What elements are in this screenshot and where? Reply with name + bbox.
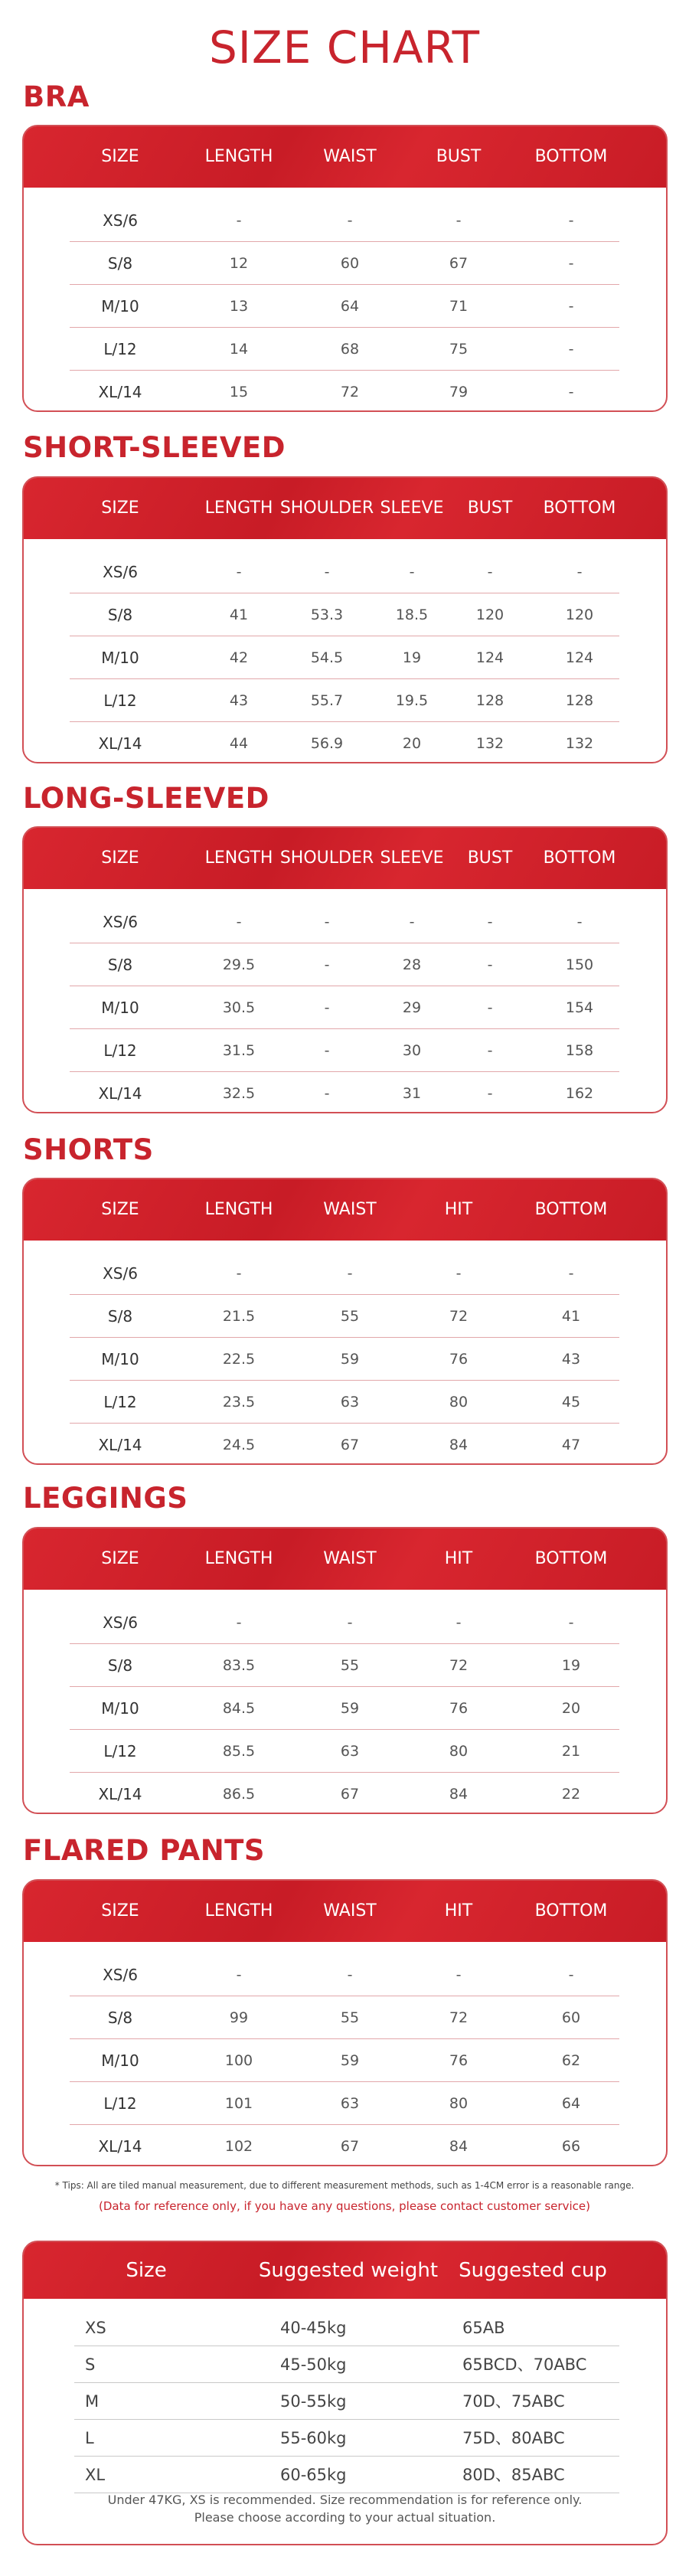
rec-cup: 65BCD、70ABC bbox=[462, 2355, 587, 2374]
table-cell: 84 bbox=[449, 1437, 469, 1453]
table-row bbox=[70, 1029, 619, 1072]
section-title-flared-pants: FLARED PANTS bbox=[23, 1834, 266, 1867]
size-label: S/8 bbox=[107, 1307, 133, 1326]
table-cell: 20 bbox=[561, 1700, 581, 1717]
header-cell-size: SIZE bbox=[101, 1200, 139, 1219]
header-cell-hit: HIT bbox=[444, 1200, 473, 1219]
table-cell: 67 bbox=[449, 255, 469, 272]
table-cell: 101 bbox=[224, 2095, 253, 2112]
table-cell: 84 bbox=[449, 2138, 469, 2155]
table-cell: 76 bbox=[449, 1351, 469, 1368]
table-cell: 162 bbox=[565, 1085, 594, 1102]
table-row bbox=[70, 1072, 619, 1113]
recommendation-row bbox=[74, 2310, 619, 2346]
table-header bbox=[24, 126, 666, 188]
table-cell: 75 bbox=[449, 341, 469, 358]
table-cell: - bbox=[456, 1966, 462, 1983]
table-header bbox=[24, 828, 666, 889]
table-cell: 43 bbox=[561, 1351, 581, 1368]
table-cell: 54.5 bbox=[310, 649, 344, 666]
header-cell-bust: BUST bbox=[467, 848, 513, 868]
header-cell-size: SIZE bbox=[101, 1901, 139, 1921]
size-label: L/12 bbox=[103, 2094, 137, 2113]
table-cell: - bbox=[347, 1966, 353, 1983]
header-cell-length: LENGTH bbox=[204, 499, 273, 518]
table-cell: 30.5 bbox=[222, 999, 256, 1016]
header-cell-sleeve: SLEEVE bbox=[380, 499, 444, 518]
size-table-shorts bbox=[22, 1178, 668, 1465]
table-cell: 47 bbox=[561, 1437, 581, 1453]
header-cell-shoulder: SHOULDER bbox=[279, 848, 374, 868]
rec-header-weight: Suggested weight bbox=[258, 2259, 439, 2282]
table-cell: - bbox=[324, 999, 330, 1016]
table-cell: - bbox=[568, 1614, 574, 1631]
table-row bbox=[70, 1252, 619, 1295]
recommendation-row bbox=[74, 2346, 619, 2383]
size-table-short-sleeved bbox=[22, 476, 668, 763]
size-label: M/10 bbox=[101, 999, 139, 1017]
table-cell: - bbox=[568, 298, 574, 315]
rec-cup: 70D、75ABC bbox=[462, 2392, 565, 2411]
table-cell: 132 bbox=[475, 735, 505, 752]
table-cell: 55 bbox=[340, 1308, 360, 1325]
size-label: L/12 bbox=[103, 1041, 137, 1060]
table-cell: 71 bbox=[449, 298, 469, 315]
table-cell: - bbox=[324, 1042, 330, 1059]
table-cell: 80 bbox=[449, 1743, 469, 1760]
table-cell: 76 bbox=[449, 1700, 469, 1717]
table-cell: 150 bbox=[565, 956, 594, 973]
section-title-shorts: SHORTS bbox=[23, 1133, 154, 1166]
table-cell: - bbox=[409, 564, 415, 580]
size-label: S/8 bbox=[107, 254, 133, 273]
table-cell: 102 bbox=[224, 2138, 253, 2155]
table-cell: - bbox=[324, 956, 330, 973]
header-cell-length: LENGTH bbox=[204, 1200, 273, 1219]
table-cell: 72 bbox=[449, 1657, 469, 1674]
rec-cup: 75D、80ABC bbox=[462, 2429, 565, 2447]
table-cell: - bbox=[487, 914, 493, 930]
header-cell-hit: HIT bbox=[444, 1549, 473, 1568]
table-cell: 158 bbox=[565, 1042, 594, 1059]
header-cell-size: SIZE bbox=[101, 848, 139, 868]
size-label: S/8 bbox=[107, 2009, 133, 2027]
table-header bbox=[24, 1528, 666, 1590]
table-cell: 63 bbox=[340, 2095, 360, 2112]
table-cell: - bbox=[347, 1614, 353, 1631]
table-cell: - bbox=[236, 1966, 242, 1983]
table-cell: 124 bbox=[565, 649, 594, 666]
table-cell: 84.5 bbox=[222, 1700, 256, 1717]
table-cell: 79 bbox=[449, 384, 469, 400]
table-row bbox=[70, 2082, 619, 2125]
header-cell-length: LENGTH bbox=[204, 1901, 273, 1921]
table-cell: 99 bbox=[229, 2009, 249, 2026]
table-cell: - bbox=[324, 1085, 330, 1102]
table-cell: 19 bbox=[561, 1657, 581, 1674]
table-cell: 100 bbox=[224, 2052, 253, 2069]
table-cell: 85.5 bbox=[222, 1743, 256, 1760]
table-row bbox=[70, 1601, 619, 1644]
table-cell: 128 bbox=[475, 692, 505, 709]
header-cell-size: SIZE bbox=[101, 147, 139, 166]
header-cell-length: LENGTH bbox=[204, 147, 273, 166]
table-cell: - bbox=[487, 999, 493, 1016]
table-cell: 62 bbox=[561, 2052, 581, 2069]
header-cell-bust: BUST bbox=[436, 147, 482, 166]
table-cell: 60 bbox=[340, 255, 360, 272]
table-cell: 31 bbox=[402, 1085, 422, 1102]
page-title: SIZE CHART bbox=[208, 21, 481, 74]
table-row bbox=[70, 1996, 619, 2039]
table-cell: 21 bbox=[561, 1743, 581, 1760]
table-cell: - bbox=[236, 212, 242, 229]
rec-cup: 65AB bbox=[462, 2319, 505, 2337]
table-row bbox=[70, 1424, 619, 1465]
table-cell: 128 bbox=[565, 692, 594, 709]
header-cell-bottom: BOTTOM bbox=[534, 1200, 608, 1219]
table-cell: 55.7 bbox=[310, 692, 344, 709]
table-cell: 124 bbox=[475, 649, 505, 666]
table-row bbox=[70, 328, 619, 371]
table-cell: 76 bbox=[449, 2052, 469, 2069]
section-title-leggings: LEGGINGS bbox=[23, 1482, 188, 1515]
size-label: M/10 bbox=[101, 649, 139, 667]
table-cell: 44 bbox=[229, 735, 249, 752]
recommendation-row bbox=[74, 2457, 619, 2493]
size-label: XL/14 bbox=[98, 734, 142, 753]
size-label: L/12 bbox=[103, 1393, 137, 1411]
table-cell: 67 bbox=[340, 1786, 360, 1803]
table-cell: 23.5 bbox=[222, 1394, 256, 1411]
table-cell: 22.5 bbox=[222, 1351, 256, 1368]
table-cell: 80 bbox=[449, 2095, 469, 2112]
table-cell: 59 bbox=[340, 1700, 360, 1717]
table-cell: - bbox=[568, 212, 574, 229]
rec-header-cup: Suggested cup bbox=[459, 2259, 607, 2282]
size-label: XS/6 bbox=[103, 1966, 138, 1984]
recommendation-note-1: Under 47KG, XS is recommended. Size recommendation is for reference only. bbox=[107, 2493, 583, 2507]
table-cell: 132 bbox=[565, 735, 594, 752]
table-cell: 67 bbox=[340, 2138, 360, 2155]
size-label: XL/14 bbox=[98, 1084, 142, 1103]
table-cell: 41 bbox=[229, 606, 249, 623]
table-row bbox=[70, 285, 619, 328]
table-row bbox=[70, 986, 619, 1029]
table-cell: 59 bbox=[340, 2052, 360, 2069]
size-label: S/8 bbox=[107, 956, 133, 974]
table-cell: 56.9 bbox=[310, 735, 344, 752]
recommendation-header bbox=[24, 2242, 666, 2299]
header-cell-bottom: BOTTOM bbox=[534, 1901, 608, 1921]
table-cell: - bbox=[236, 914, 242, 930]
size-table-flared-pants bbox=[22, 1879, 668, 2166]
table-cell: - bbox=[456, 1265, 462, 1282]
rec-cup: 80D、85ABC bbox=[462, 2466, 565, 2484]
size-label: XL/14 bbox=[98, 2137, 142, 2156]
table-cell: 31.5 bbox=[222, 1042, 256, 1059]
table-cell: - bbox=[456, 212, 462, 229]
size-table-long-sleeved bbox=[22, 826, 668, 1113]
table-cell: 154 bbox=[565, 999, 594, 1016]
table-cell: - bbox=[236, 564, 242, 580]
section-title-short-sleeved: SHORT-SLEEVED bbox=[23, 431, 286, 464]
table-cell: - bbox=[568, 1966, 574, 1983]
table-cell: - bbox=[487, 1042, 493, 1059]
table-row bbox=[70, 636, 619, 679]
table-cell: 29 bbox=[402, 999, 422, 1016]
table-row bbox=[70, 242, 619, 285]
table-row bbox=[70, 943, 619, 986]
header-cell-waist: WAIST bbox=[323, 1549, 377, 1568]
table-row bbox=[70, 593, 619, 636]
table-cell: - bbox=[568, 341, 574, 358]
header-cell-waist: WAIST bbox=[323, 1901, 377, 1921]
rec-size: XL bbox=[85, 2466, 106, 2484]
section-title-long-sleeved: LONG-SLEEVED bbox=[23, 782, 269, 815]
table-cell: - bbox=[576, 564, 583, 580]
table-cell: 80 bbox=[449, 1394, 469, 1411]
rec-weight: 50-55kg bbox=[280, 2392, 347, 2411]
rec-weight: 60-65kg bbox=[280, 2466, 347, 2484]
table-row bbox=[70, 1338, 619, 1381]
size-label: XL/14 bbox=[98, 1785, 142, 1803]
table-cell: 67 bbox=[340, 1437, 360, 1453]
section-title-bra: BRA bbox=[23, 80, 90, 113]
rec-weight: 45-50kg bbox=[280, 2355, 347, 2374]
table-cell: 60 bbox=[561, 2009, 581, 2026]
table-cell: - bbox=[487, 1085, 493, 1102]
table-cell: 19.5 bbox=[395, 692, 429, 709]
size-label: S/8 bbox=[107, 1656, 133, 1675]
table-cell: - bbox=[456, 1614, 462, 1631]
size-label: XS/6 bbox=[103, 913, 138, 931]
header-cell-bottom: BOTTOM bbox=[543, 848, 616, 868]
table-cell: 20 bbox=[402, 735, 422, 752]
table-cell: 83.5 bbox=[222, 1657, 256, 1674]
table-cell: 41 bbox=[561, 1308, 581, 1325]
table-row bbox=[70, 199, 619, 242]
table-cell: - bbox=[409, 914, 415, 930]
table-row bbox=[70, 1295, 619, 1338]
size-label: XL/14 bbox=[98, 383, 142, 401]
table-cell: 120 bbox=[565, 606, 594, 623]
header-cell-bust: BUST bbox=[467, 499, 513, 518]
table-cell: - bbox=[487, 564, 493, 580]
size-table-bra bbox=[22, 125, 668, 412]
rec-header-size: Size bbox=[126, 2259, 167, 2282]
table-cell: 120 bbox=[475, 606, 505, 623]
rec-weight: 55-60kg bbox=[280, 2429, 347, 2447]
recommendation-note-2: Please choose according to your actual situation. bbox=[194, 2510, 496, 2525]
table-row bbox=[70, 901, 619, 943]
table-cell: 42 bbox=[229, 649, 249, 666]
rec-size: L bbox=[85, 2429, 94, 2447]
size-label: L/12 bbox=[103, 691, 137, 710]
table-header bbox=[24, 1179, 666, 1241]
table-cell: 15 bbox=[229, 384, 249, 400]
size-label: M/10 bbox=[101, 1699, 139, 1718]
table-header bbox=[24, 478, 666, 539]
table-cell: 55 bbox=[340, 2009, 360, 2026]
table-cell: 18.5 bbox=[395, 606, 429, 623]
table-cell: - bbox=[568, 384, 574, 400]
table-cell: 68 bbox=[340, 341, 360, 358]
size-label: XS/6 bbox=[103, 1613, 138, 1632]
table-cell: - bbox=[347, 212, 353, 229]
table-cell: 84 bbox=[449, 1786, 469, 1803]
header-cell-size: SIZE bbox=[101, 499, 139, 518]
table-cell: 24.5 bbox=[222, 1437, 256, 1453]
table-cell: 53.3 bbox=[310, 606, 344, 623]
table-cell: 63 bbox=[340, 1743, 360, 1760]
size-label: L/12 bbox=[103, 1742, 137, 1760]
rec-size: XS bbox=[85, 2319, 106, 2337]
size-label: S/8 bbox=[107, 606, 133, 624]
header-cell-hit: HIT bbox=[444, 1901, 473, 1921]
table-row bbox=[70, 1644, 619, 1687]
table-cell: - bbox=[568, 255, 574, 272]
table-cell: 28 bbox=[402, 956, 422, 973]
table-row bbox=[70, 1687, 619, 1730]
header-cell-shoulder: SHOULDER bbox=[279, 499, 374, 518]
header-cell-bottom: BOTTOM bbox=[543, 499, 616, 518]
table-cell: 12 bbox=[229, 255, 249, 272]
table-cell: 72 bbox=[449, 1308, 469, 1325]
recommendation-row bbox=[74, 2383, 619, 2420]
table-row bbox=[70, 1953, 619, 1996]
table-cell: 21.5 bbox=[222, 1308, 256, 1325]
header-cell-sleeve: SLEEVE bbox=[380, 848, 444, 868]
rec-size: S bbox=[85, 2355, 96, 2374]
table-row bbox=[70, 722, 619, 763]
table-cell: - bbox=[324, 564, 330, 580]
table-cell: 13 bbox=[229, 298, 249, 315]
reference-notice: (Data for reference only, if you have any questions, please contact customer service) bbox=[99, 2199, 590, 2213]
table-row bbox=[70, 1730, 619, 1773]
table-cell: 19 bbox=[402, 649, 422, 666]
table-cell: - bbox=[568, 1265, 574, 1282]
table-row bbox=[70, 1773, 619, 1814]
recommendation-row bbox=[74, 2420, 619, 2457]
table-cell: 29.5 bbox=[222, 956, 256, 973]
table-cell: 66 bbox=[561, 2138, 581, 2155]
header-cell-size: SIZE bbox=[101, 1549, 139, 1568]
size-label: XS/6 bbox=[103, 1264, 138, 1283]
size-table-leggings bbox=[22, 1527, 668, 1814]
measurement-tips: * Tips: All are tiled manual measurement, due to different measurement methods, such as 1-4CM error is a reasonable range. bbox=[54, 2180, 635, 2191]
table-cell: 55 bbox=[340, 1657, 360, 1674]
table-row bbox=[70, 679, 619, 722]
table-cell: 63 bbox=[340, 1394, 360, 1411]
table-cell: 22 bbox=[561, 1786, 581, 1803]
size-label: XL/14 bbox=[98, 1436, 142, 1454]
header-cell-length: LENGTH bbox=[204, 848, 273, 868]
table-header bbox=[24, 1881, 666, 1942]
size-label: M/10 bbox=[101, 1350, 139, 1368]
table-cell: - bbox=[487, 956, 493, 973]
size-label: XS/6 bbox=[103, 211, 138, 230]
table-row bbox=[70, 1381, 619, 1424]
size-label: L/12 bbox=[103, 340, 137, 358]
rec-weight: 40-45kg bbox=[280, 2319, 347, 2337]
size-label: M/10 bbox=[101, 297, 139, 315]
table-cell: 45 bbox=[561, 1394, 581, 1411]
table-cell: - bbox=[236, 1265, 242, 1282]
table-cell: 14 bbox=[229, 341, 249, 358]
header-cell-length: LENGTH bbox=[204, 1549, 273, 1568]
table-cell: - bbox=[576, 914, 583, 930]
table-cell: - bbox=[324, 914, 330, 930]
table-row bbox=[70, 371, 619, 412]
header-cell-bottom: BOTTOM bbox=[534, 147, 608, 166]
size-label: XS/6 bbox=[103, 563, 138, 581]
table-cell: 30 bbox=[402, 1042, 422, 1059]
header-cell-bottom: BOTTOM bbox=[534, 1549, 608, 1568]
table-row bbox=[70, 2125, 619, 2166]
header-cell-waist: WAIST bbox=[323, 1200, 377, 1219]
table-cell: 59 bbox=[340, 1351, 360, 1368]
recommendation-table bbox=[22, 2241, 668, 2545]
table-cell: 64 bbox=[561, 2095, 581, 2112]
size-label: M/10 bbox=[101, 2051, 139, 2070]
table-cell: 72 bbox=[340, 384, 360, 400]
table-cell: - bbox=[347, 1265, 353, 1282]
table-row bbox=[70, 551, 619, 593]
table-cell: - bbox=[236, 1614, 242, 1631]
header-cell-waist: WAIST bbox=[323, 147, 377, 166]
table-cell: 72 bbox=[449, 2009, 469, 2026]
table-row bbox=[70, 2039, 619, 2082]
table-cell: 64 bbox=[340, 298, 360, 315]
rec-size: M bbox=[85, 2392, 100, 2411]
table-cell: 86.5 bbox=[222, 1786, 256, 1803]
table-cell: 43 bbox=[229, 692, 249, 709]
table-cell: 32.5 bbox=[222, 1085, 256, 1102]
